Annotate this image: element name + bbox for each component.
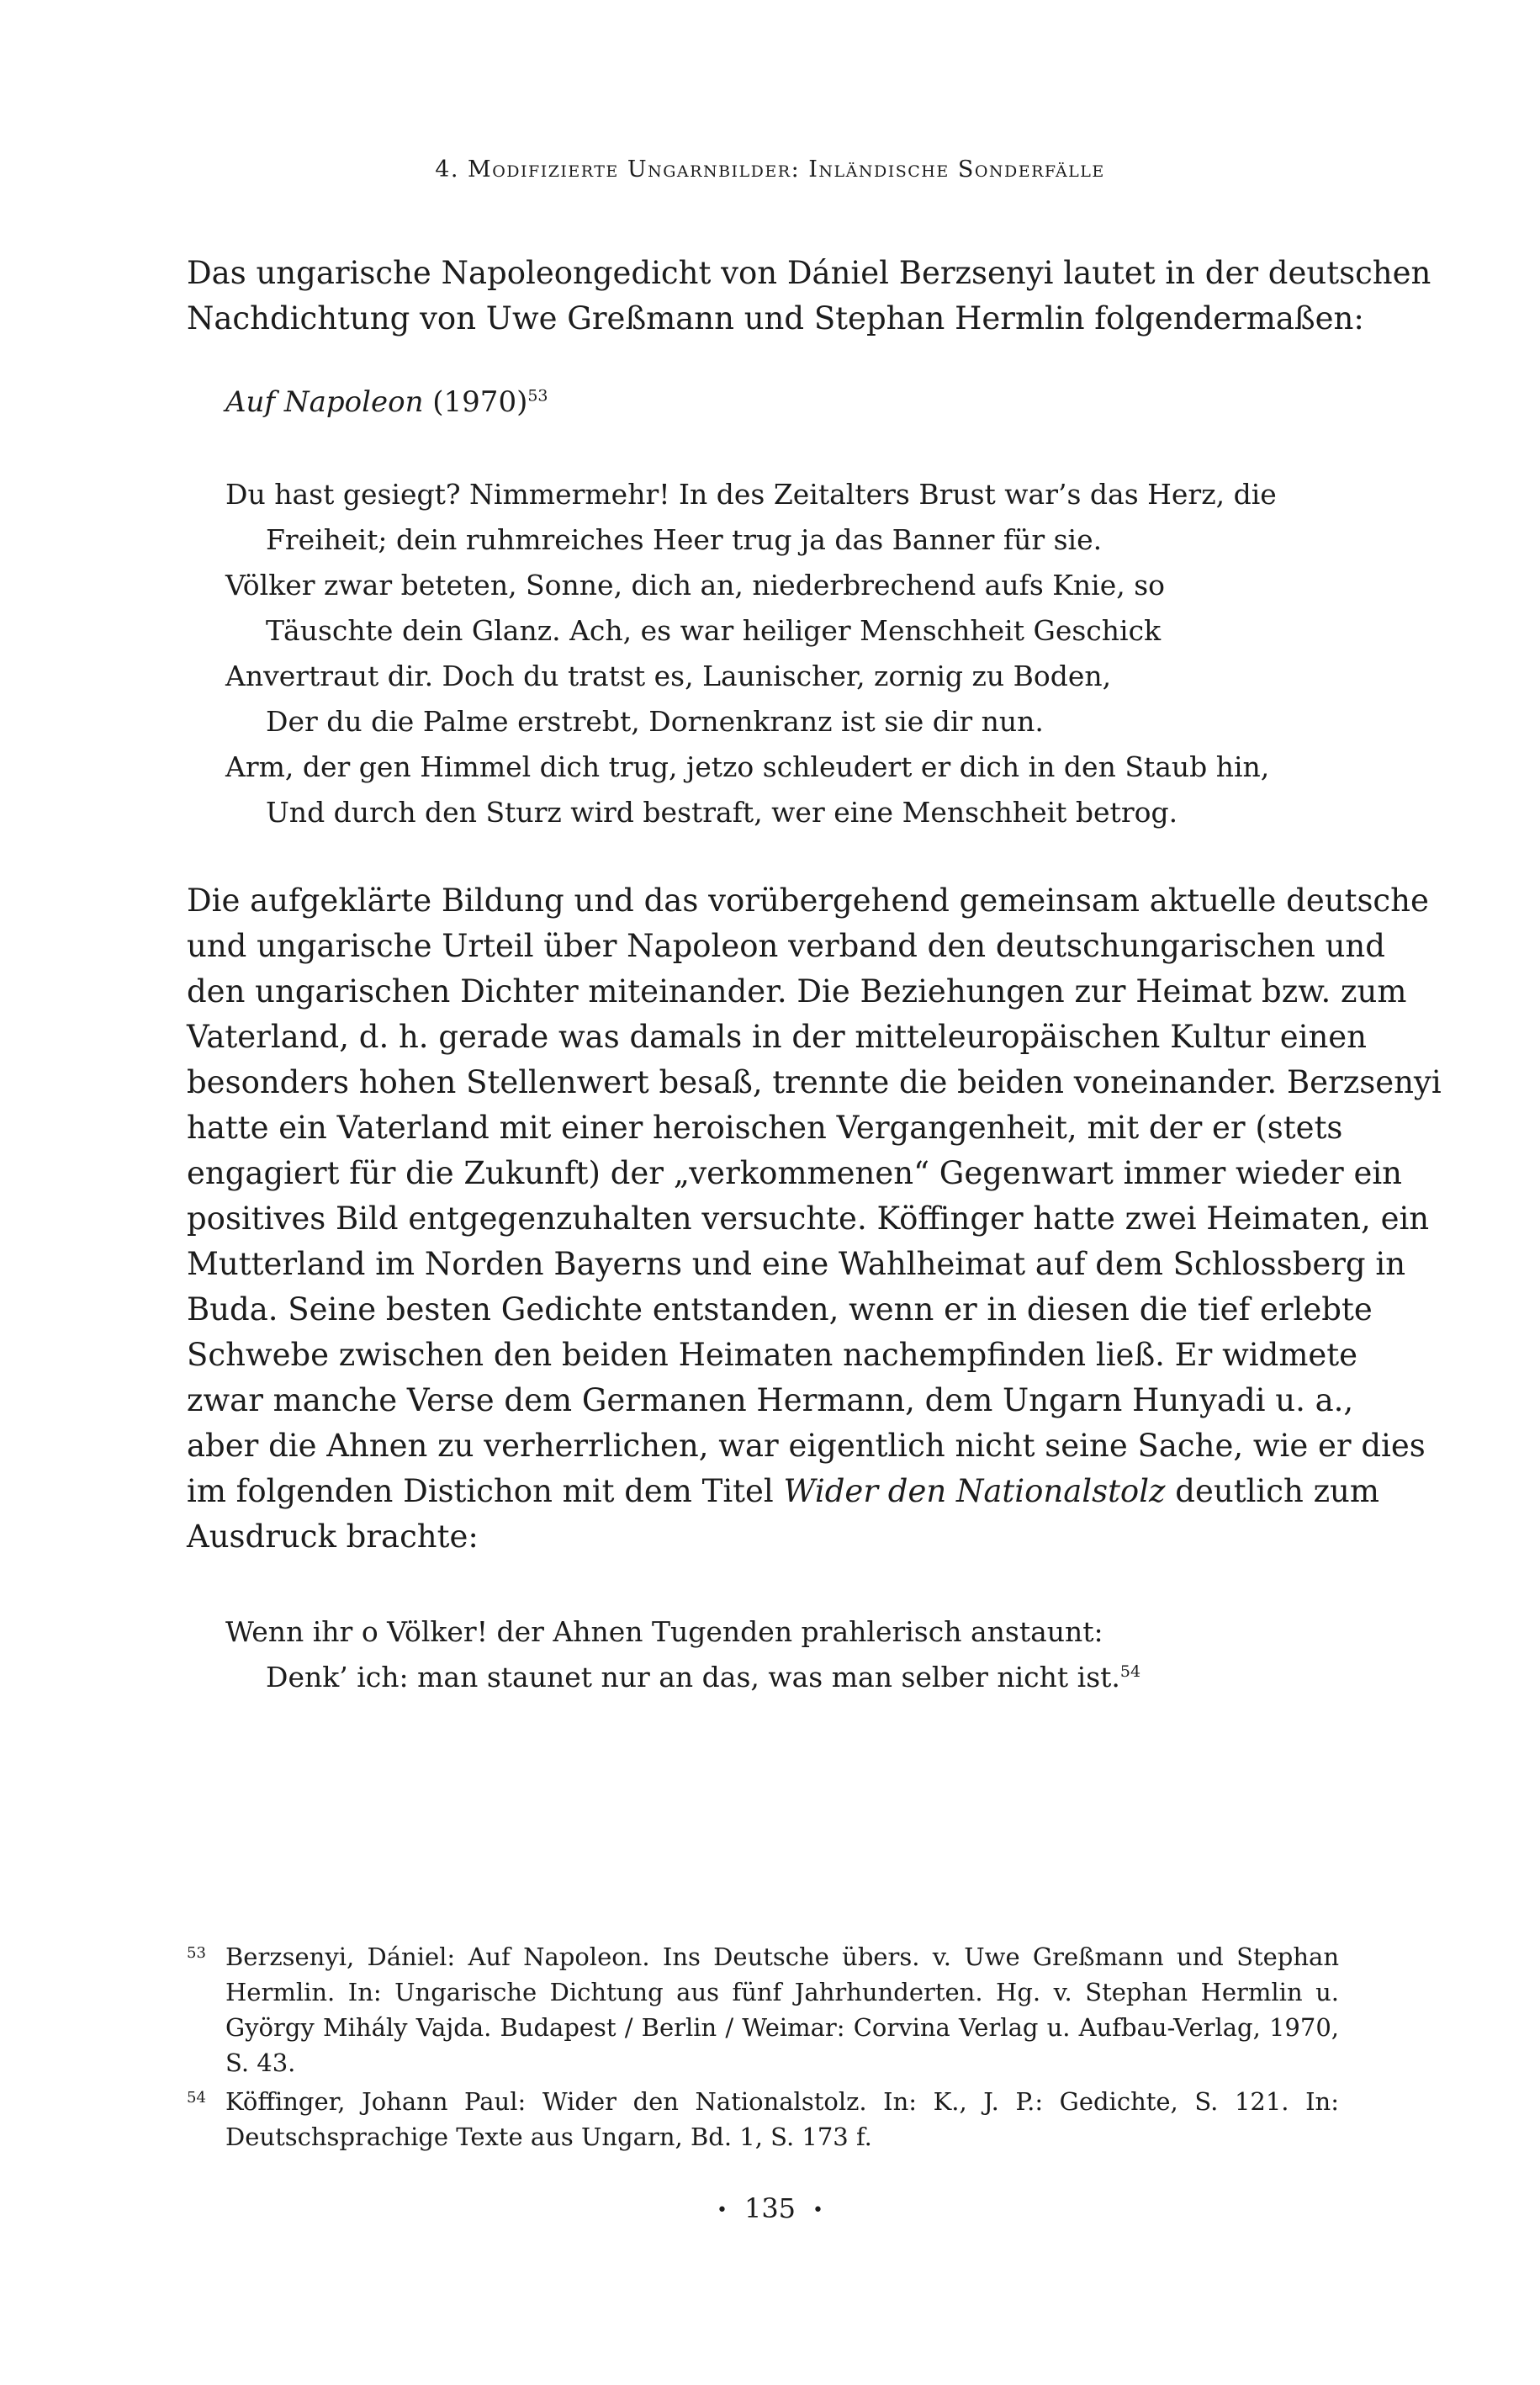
verse-line: Völker zwar beteten, Sonne, dich an, niederbrechend aufs Knie, so — [225, 569, 1166, 602]
intro-paragraph — [187, 251, 1432, 342]
text-segment: im folgenden Distichon mit dem Titel — [187, 1473, 784, 1509]
running-head: 4. Modifizierte Ungarnbilder: Inländische Sonderfälle — [435, 156, 1105, 183]
footnote-line: Köffinger, Johann Paul: Wider den Nationalstolz. In: K., J. P.: Gedichte, S. 121. In: — [225, 2087, 1339, 2116]
poem-verse — [225, 472, 1277, 835]
text-line: Nachdichtung von Uwe Greßmann und Stephan Hermlin folgendermaßen: — [187, 300, 1364, 337]
text-line: hatte ein Vaterland mit einer heroischen Vergangenheit, mit der er (stets — [187, 1110, 1343, 1146]
verse-line: Wenn ihr o Völker! der Ahnen Tugenden prahlerisch anstaunt: — [225, 1615, 1103, 1648]
poem-title — [225, 385, 548, 419]
verse-line: Täuschte dein Glanz. Ach, es war heiliger Menschheit Geschick — [266, 614, 1162, 647]
footnote-54 — [187, 2084, 1339, 2154]
footnote-ref-53: 53 — [527, 386, 548, 405]
text-line: Vaterland, d. h. gerade was damals in der mitteleuropäischen Kultur einen — [187, 1019, 1368, 1055]
verse-line: Anvertraut dir. Doch du tratst es, Launischer, zornig zu Boden, — [225, 660, 1112, 692]
page-number-area — [0, 2192, 1540, 2224]
footnote-number: 53 — [187, 1944, 206, 1962]
footnotes — [187, 1939, 1339, 2158]
verse-line: Und durch den Sturz wird bestraft, wer eine Menschheit betrog. — [266, 796, 1178, 829]
verse-line — [225, 1655, 1140, 1700]
verse-line: Der du die Palme erstrebt, Dornenkranz ist sie dir nun. — [266, 705, 1044, 738]
bullet-icon: • — [812, 2200, 824, 2221]
footnote-line: S. 43. — [225, 2048, 296, 2077]
bullet-icon: • — [716, 2200, 728, 2221]
page-number: 135 — [744, 2192, 796, 2224]
verse-line: Arm, der gen Himmel dich trug, jetzo schleudert er dich in den Staub hin, — [225, 750, 1270, 783]
text-line: aber die Ahnen zu verherrlichen, war eigentlich nicht seine Sache, wie er dies — [187, 1428, 1426, 1464]
verse-text: Denk’ ich: man staunet nur an das, was man selber nicht ist. — [266, 1661, 1120, 1693]
text-line: engagiert für die Zukunft) der „verkommenen“ Gegenwart immer wieder ein — [187, 1155, 1403, 1191]
footnote-line: György Mihály Vajda. Budapest / Berlin / Weimar: Corvina Verlag u. Aufbau-Verlag, 1970, — [225, 2013, 1339, 2042]
poem-title-text: Auf Napoleon — [225, 385, 424, 419]
text-line: positives Bild entgegenzuhalten versuchte. Köffinger hatte zwei Heimaten, ein — [187, 1200, 1430, 1237]
text-line: Schwebe zwischen den beiden Heimaten nachempfinden ließ. Er widmete — [187, 1337, 1358, 1373]
text-line — [187, 1469, 1379, 1514]
main-paragraph — [187, 878, 1442, 1560]
text-line: besonders hohen Stellenwert besaß, trennte die beiden voneinander. Berzsenyi — [187, 1064, 1442, 1100]
text-line: Die aufgeklärte Bildung und das vorübergehend gemeinsam aktuelle deutsche — [187, 882, 1429, 919]
footnote-line: Berzsenyi, Dániel: Auf Napoleon. Ins Deutsche übers. v. Uwe Greßmann und Stephan — [225, 1942, 1339, 1971]
footnote-number: 54 — [187, 2089, 206, 2107]
poem-year: (1970) — [432, 385, 528, 419]
verse-line: Du hast gesiegt? Nimmermehr! In des Zeitalters Brust war’s das Herz, die — [225, 478, 1277, 511]
text-line: Buda. Seine besten Gedichte entstanden, wenn er in diesen die tief erlebte — [187, 1291, 1373, 1328]
text-line: zwar manche Verse dem Germanen Hermann, dem Ungarn Hunyadi u. a., — [187, 1382, 1354, 1418]
distich — [225, 1609, 1140, 1700]
footnote-line: Deutschsprachige Texte aus Ungarn, Bd. 1, S. 173 f. — [225, 2123, 872, 2151]
text-line: den ungarischen Dichter miteinander. Die Beziehungen zur Heimat bzw. zum — [187, 973, 1407, 1010]
text-line: Das ungarische Napoleongedicht von Dániel Berzsenyi lautet in der deutschen — [187, 255, 1432, 291]
title-emphasis: Wider den Nationalstolz — [783, 1473, 1166, 1509]
footnote-ref-54: 54 — [1119, 1662, 1141, 1681]
text-line: Ausdruck brachte: — [187, 1518, 479, 1555]
text-segment: deutlich zum — [1165, 1473, 1379, 1509]
text-line: Mutterland im Norden Bayerns und eine Wahlheimat auf dem Schlossberg in — [187, 1246, 1406, 1282]
verse-line: Freiheit; dein ruhmreiches Heer trug ja das Banner für sie. — [266, 523, 1103, 556]
footnote-line: Hermlin. In: Ungarische Dichtung aus fünf Jahrhunderten. Hg. v. Stephan Hermlin u. — [225, 1978, 1339, 2006]
text-line: und ungarische Urteil über Napoleon verband den deutschungarischen und — [187, 928, 1385, 964]
footnote-53 — [187, 1939, 1339, 2080]
